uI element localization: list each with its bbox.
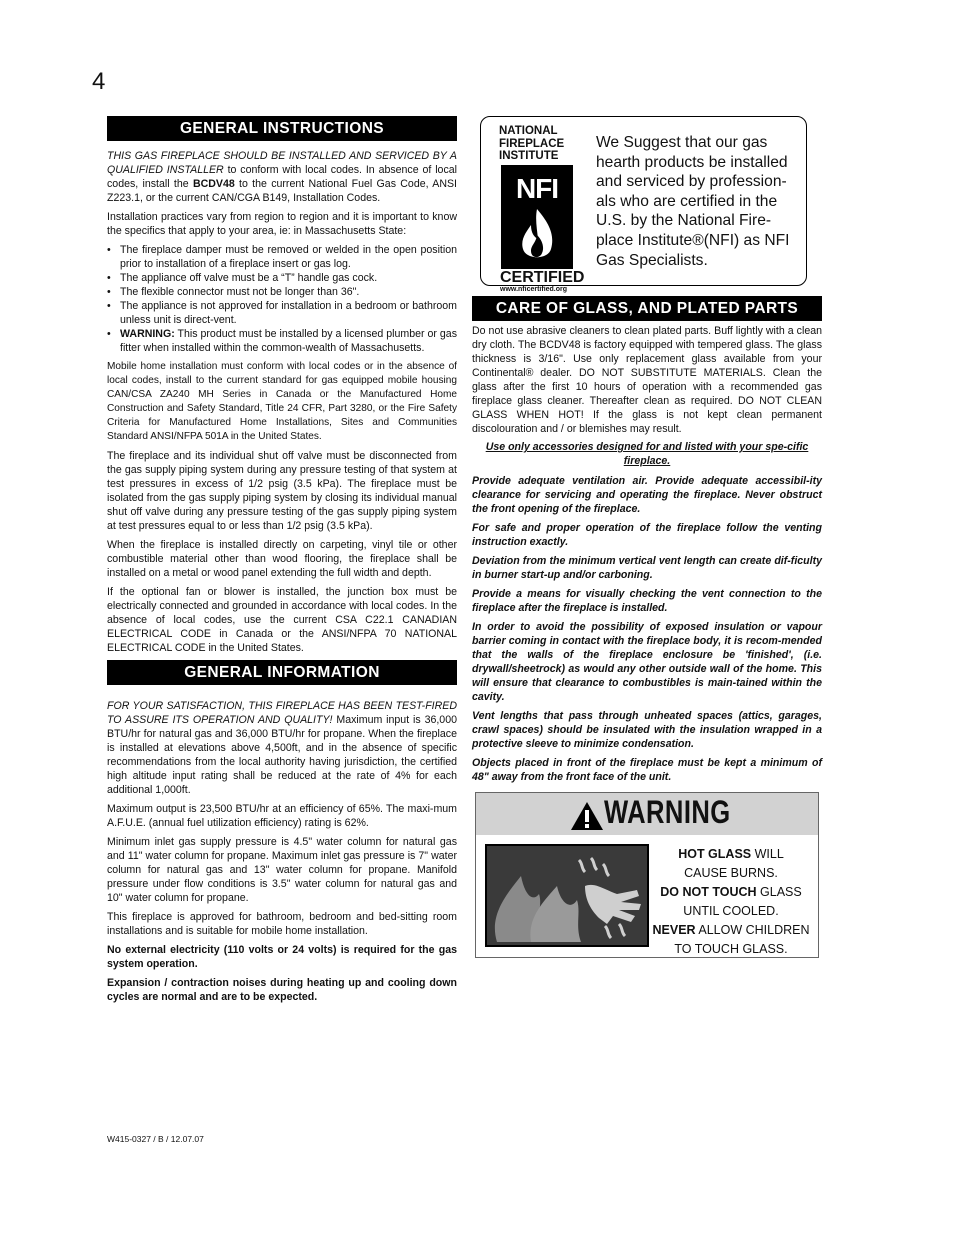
warning-line-2: CAUSE BURNS. bbox=[684, 866, 778, 880]
list-item: • The appliance is not approved for installation in a bedroom or bathroom unless unit is direct-vent. bbox=[107, 299, 457, 327]
nfi-line-1: NATIONAL bbox=[499, 125, 558, 137]
safety-note-3: Deviation from the minimum vertical vent length can create dif-ficulty in burner start-up and/or carboning. bbox=[472, 555, 822, 581]
warning-line-5-bold: NEVER bbox=[652, 923, 696, 937]
warning-line-1-text: WILL bbox=[751, 847, 784, 861]
gi-p1-b: to the current National Fuel Gas Code, ANSI Z223.1, or the current CAN/CGA B149, Installation Codes. bbox=[107, 178, 457, 204]
ginfo-paragraph-4: This fireplace is approved for bathroom, bedroom and bed-sitting room installations and is suitable for mobile home installation. bbox=[107, 911, 457, 937]
nfi-line-2: FIREPLACE bbox=[499, 137, 565, 150]
gi-paragraph-1 bbox=[107, 149, 457, 205]
massachusetts-list bbox=[107, 243, 457, 355]
warning-line-5-text: ALLOW CHILDREN bbox=[695, 923, 810, 937]
ginfo-p1-text: Maximum input is 36,000 BTU/hr for natural gas and 36,000 BTU/hr for propane. When the fireplace is installed at elevations above 4,500ft, and in the absence of specific recommendations from the local authority having jurisdiction, the certified high altitude input rating shall be reduced at the rate of 4% for each additional 1,000ft. bbox=[107, 714, 457, 796]
right-column bbox=[472, 116, 822, 958]
hot-glass-warning-label bbox=[475, 792, 819, 958]
ginfo-paragraph-6: Expansion / contraction noises during heating up and cooling down cycles are normal and are to be expected. bbox=[107, 977, 457, 1003]
accessories-note: Use only accessories designed for and listed with your spe-cific fireplace. bbox=[485, 441, 809, 467]
warning-line-5 bbox=[651, 921, 811, 940]
safety-note-7: Objects placed in front of the fireplace must be kept a minimum of 48" away from the front face of the unit. bbox=[472, 757, 822, 783]
nfi-certification-box bbox=[480, 116, 807, 293]
ginfo-paragraph-2: Maximum output is 23,500 BTU/hr at an efficiency of 65%. The maxi-mum A.F.U.E. (annual fuel utilization efficiency) rating is 62%. bbox=[107, 803, 457, 829]
nfi-logo bbox=[499, 125, 585, 293]
warning-line-1 bbox=[651, 845, 811, 864]
gi-paragraph-4: The fireplace and its individual shut off valve must be disconnected from the gas supply piping system during any pressure testing of that system at test pressures in excess of 1/2 psig (3.5 kPa). The fireplace must be isolated from the gas supply piping system by closing its individual manual shut off valve during any pressure testing of the gas supply piping system at test pressures equal to or less than 1/2 psig (3.5 kPa). bbox=[107, 450, 457, 532]
gi-p1-model: BCDV48 bbox=[192, 178, 235, 190]
ginfo-paragraph-1 bbox=[107, 699, 457, 797]
nfi-mark-text: NFI bbox=[515, 172, 559, 204]
safety-note-2: For safe and proper operation of the fireplace follow the venting instruction exactly. bbox=[472, 522, 822, 548]
nfi-url: www.nficertified.org bbox=[500, 285, 568, 293]
nfi-suggestion-text: We Suggest that our gas hearth products be installed and serviced by profession-als who are certified in the U.S. by the National Fire-place Institute®(NFI) as NFI Gas Specialists. bbox=[596, 134, 790, 269]
warning-text-lines bbox=[651, 845, 811, 959]
warning-banner bbox=[476, 793, 818, 835]
gi-p1-italic: THIS GAS FIREPLACE SHOULD BE INSTALLED AND SERVICED BY A QUALIFIED INSTALLER bbox=[107, 150, 457, 176]
hand-burn-pictogram bbox=[485, 844, 649, 947]
document-code-footer: W415-0327 / B / 12.07.07 bbox=[107, 1134, 204, 1144]
care-paragraph: Do not use abrasive cleaners to clean plated parts. Buff lightly with a clean dry cloth. The BCDV48 is factory equipped with tempered glass. The glass thickness is 3/16". Use only replacement glass available from your Continental® dealer. DO NOT SUBSTITUTE MATERIALS. Clean the glass after the first 10 hours of operation with a recommended gas fireplace glass cleaner. Thereafter clean as required. DO NOT CLEAN GLASS WHEN HOT! If the glass is not kept clean permanent discolouration and / or blemishes may result. bbox=[472, 325, 822, 435]
nfi-flame-mark bbox=[501, 165, 573, 269]
nfi-certified: CERTIFIED bbox=[500, 268, 585, 286]
care-of-glass-header: CARE OF GLASS, AND PLATED PARTS bbox=[472, 296, 822, 321]
ginfo-p1-italic: FOR YOUR SATISFACTION, THIS FIREPLACE HAS BEEN TEST-FIRED TO ASSURE ITS OPERATION AND QUALITY! bbox=[107, 700, 457, 726]
safety-note-4: Provide a means for visually checking the vent connection to the fireplace after the fireplace is installed. bbox=[472, 588, 822, 614]
warning-line-3 bbox=[651, 883, 811, 902]
gi-paragraph-6: If the optional fan or blower is installed, the junction box must be electrically connected and grounded in accordance with local codes. In the absence of local codes, use the current CSA C22.1 CANADIAN ELECTRICAL CODE in Canada or the ANSI/NFPA 70 NATIONAL ELECTRICAL CODE in the United States. bbox=[107, 586, 457, 654]
ginfo-paragraph-3: Minimum inlet gas supply pressure is 4.5" water column for natural gas and 11" water column for propane. Maximum inlet gas pressure is 7" water column for natural gas and 13" water column for propane. Manifold pressure under flow conditions is 3.5" water column for natural gas and 10" water column for propane. bbox=[107, 836, 457, 904]
warning-triangle-icon bbox=[570, 801, 604, 831]
list-item: • The flexible connector must not be longer than 36". bbox=[107, 285, 457, 299]
page-number: 4 bbox=[92, 68, 106, 95]
warning-line-3-text: GLASS bbox=[756, 885, 802, 899]
warning-line-6: TO TOUCH GLASS. bbox=[674, 942, 788, 956]
ginfo-paragraph-5: No external electricity (110 volts or 24 volts) is required for the gas system operation. bbox=[107, 944, 457, 970]
warning-title: WARNING bbox=[604, 794, 731, 830]
left-column bbox=[107, 116, 457, 1009]
general-information-header: GENERAL INFORMATION bbox=[107, 660, 457, 685]
gi-p1-a: to conform with local codes. In absence of local codes, install the bbox=[107, 164, 457, 190]
warning-label: WARNING: bbox=[120, 328, 175, 340]
safety-note-6: Vent lengths that pass through unheated spaces (attics, garages, crawl spaces) should be insulated with the insulation wrapped in a protective sleeve to minimize condensation. bbox=[472, 710, 822, 750]
list-item: • The appliance off valve must be a “T” handle gas cock. bbox=[107, 271, 457, 285]
safety-note-1: Provide adequate ventilation air. Provide adequate accessibil-ity clearance for servicing and operating the fireplace. Never obstruct the front opening of the fireplace. bbox=[472, 475, 822, 515]
warning-line-3-bold: DO NOT TOUCH bbox=[660, 885, 757, 899]
warning-line-1-bold: HOT GLASS bbox=[678, 847, 752, 861]
general-instructions-header: GENERAL INSTRUCTIONS bbox=[107, 116, 457, 141]
gi-paragraph-3: Mobile home installation must conform with local codes or in the absence of local codes, install to the current standard for gas equipped mobile housing CAN/CSA ZA240 MH Series in Canada or the Manufactured Home Construction and Safety Standard, Title 24 CFR, Part 3280, or the Fire Safety Criteria for Manufactured Home Installations, Sites and Communities Standard ANSI/NFPA 501A in the United States. bbox=[107, 361, 457, 442]
gi-paragraph-2: Installation practices vary from region to region and it is important to know the specifics that apply to your area, ie: in Massachusetts State: bbox=[107, 211, 457, 237]
warning-text: This product must be installed by a licensed plumber or gas fitter when installed within the common-wealth of Massachusetts. bbox=[120, 328, 457, 354]
list-item: • The fireplace damper must be removed or welded in the open position prior to installation of a fireplace insert or gas log. bbox=[107, 243, 457, 271]
safety-note-5: In order to avoid the possibility of exposed insulation or vapour barrier coming in contact with the fireplace body, it is recom-mended that the walls of the fireplace enclosure be 'finished', (i.e. drywall/sheetrock) as would any other outside wall of the home. This will ensure that clearance to combustibles is main-tained within the cavity. bbox=[472, 621, 822, 703]
nfi-line-3: INSTITUTE bbox=[499, 150, 559, 162]
list-item bbox=[107, 327, 457, 355]
gi-paragraph-5: When the fireplace is installed directly on carpeting, vinyl tile or other combustible material other than wood flooring, the fireplace shall be installed on a metal or wood panel extending the full width and depth. bbox=[107, 539, 457, 579]
warning-line-4: UNTIL COOLED. bbox=[683, 904, 779, 918]
